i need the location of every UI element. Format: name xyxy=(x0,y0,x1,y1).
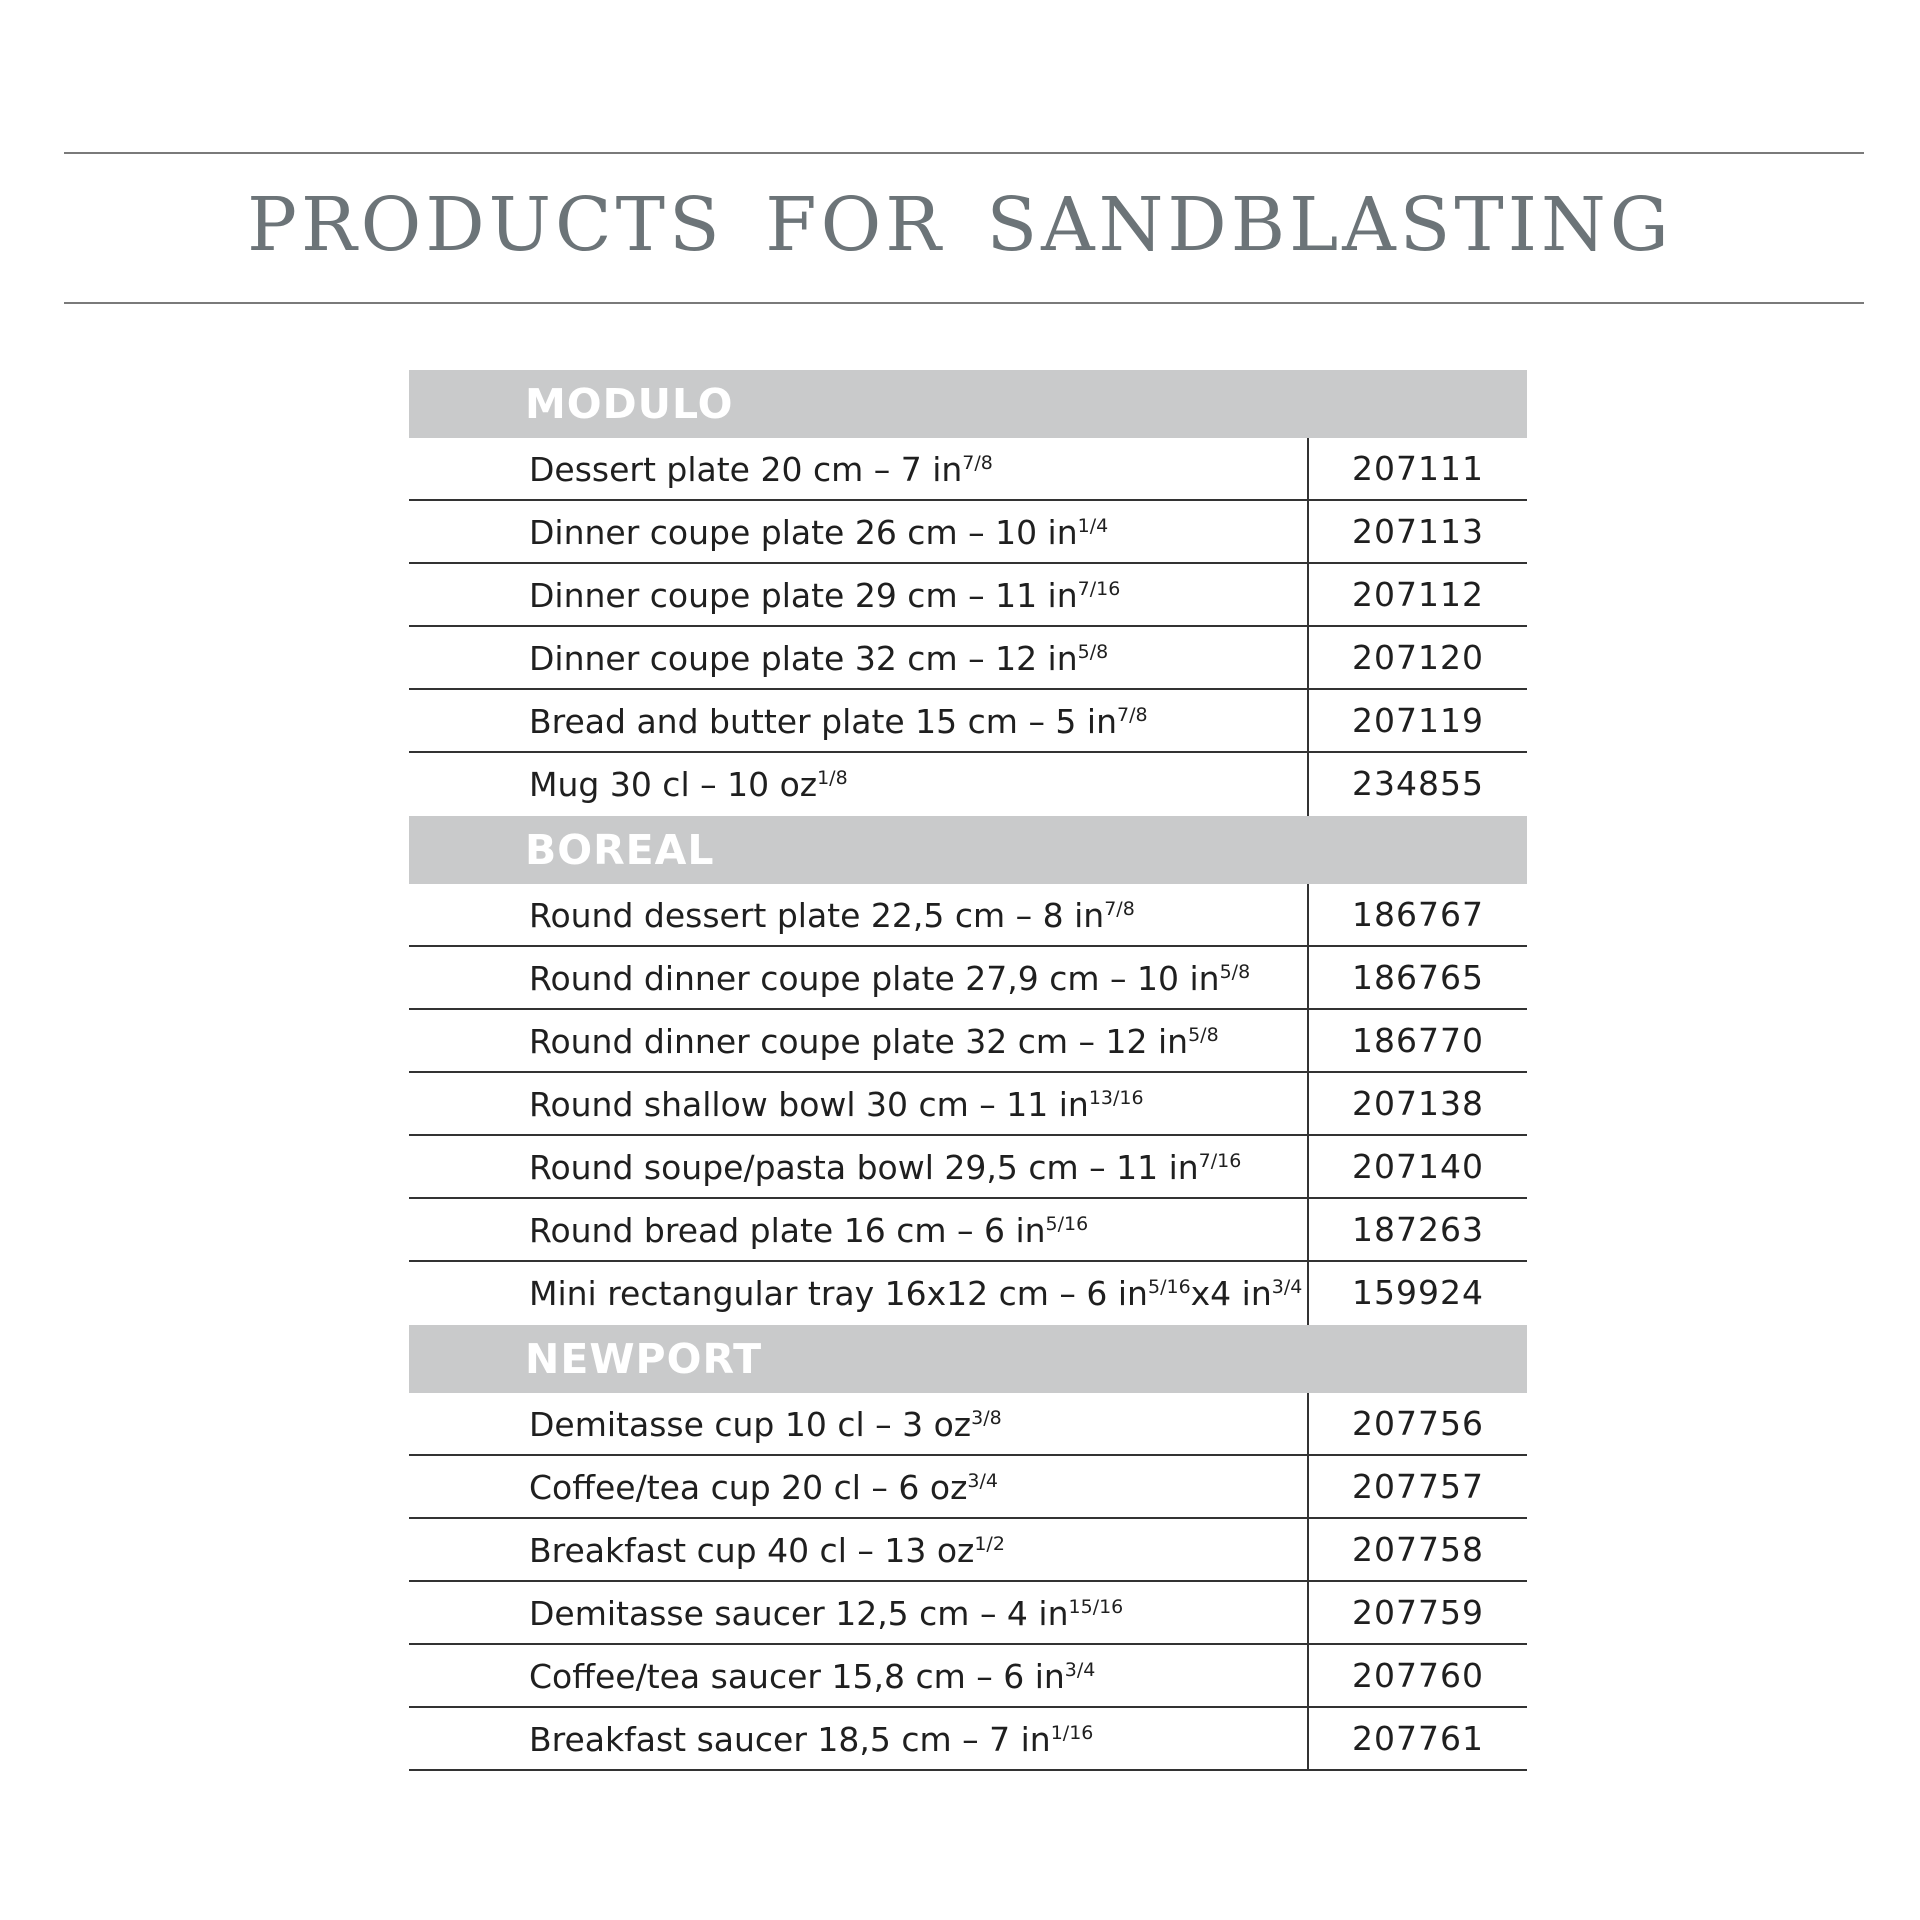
product-code: 234855 xyxy=(1352,764,1484,803)
product-code: 207140 xyxy=(1352,1147,1484,1186)
description-text: Round bread plate 16 cm – 6 in xyxy=(529,1211,1046,1250)
table-row xyxy=(409,1010,1527,1073)
product-description xyxy=(409,1073,1309,1134)
product-code: 207111 xyxy=(1352,449,1484,488)
fraction-superscript: 1/16 xyxy=(1050,1722,1094,1744)
product-description xyxy=(409,1199,1309,1260)
description-text: Dessert plate 20 cm – 7 in xyxy=(529,450,963,489)
product-description xyxy=(409,438,1309,499)
product-code: 207760 xyxy=(1352,1656,1484,1695)
fraction-superscript: 7/16 xyxy=(1198,1150,1242,1172)
table-row xyxy=(409,1199,1527,1262)
fraction-superscript: 3/4 xyxy=(1271,1276,1303,1298)
product-code: 207761 xyxy=(1352,1719,1484,1758)
product-code: 207756 xyxy=(1352,1404,1484,1443)
product-code: 207759 xyxy=(1352,1593,1484,1632)
product-code: 207113 xyxy=(1352,512,1484,551)
description-text: Round soupe/pasta bowl 29,5 cm – 11 in xyxy=(529,1148,1199,1187)
table-row xyxy=(409,564,1527,627)
description-text: Round dinner coupe plate 27,9 cm – 10 in xyxy=(529,959,1220,998)
fraction-superscript: 13/16 xyxy=(1088,1087,1144,1109)
product-code: 187263 xyxy=(1352,1210,1484,1249)
product-description xyxy=(409,1708,1309,1769)
product-description xyxy=(409,753,1309,816)
description-text: Round dessert plate 22,5 cm – 8 in xyxy=(529,896,1105,935)
section-boreal xyxy=(409,816,1527,1325)
product-code: 186765 xyxy=(1352,958,1484,997)
fraction-superscript: 5/8 xyxy=(1188,1024,1219,1046)
product-description xyxy=(409,1456,1309,1517)
description-text: Breakfast saucer 18,5 cm – 7 in xyxy=(529,1720,1051,1759)
product-description xyxy=(409,1645,1309,1706)
table-row xyxy=(409,1136,1527,1199)
product-code: 207757 xyxy=(1352,1467,1484,1506)
product-table xyxy=(409,370,1527,1771)
table-row xyxy=(409,1645,1527,1708)
description-text: Dinner coupe plate 29 cm – 11 in xyxy=(529,576,1078,615)
product-description xyxy=(409,947,1309,1008)
fraction-superscript: 1/4 xyxy=(1077,515,1109,537)
bottom-divider xyxy=(64,302,1864,304)
fraction-superscript: 5/8 xyxy=(1077,641,1109,663)
product-description xyxy=(409,1262,1309,1325)
product-code: 159924 xyxy=(1352,1273,1484,1312)
table-row xyxy=(409,884,1527,947)
fraction-superscript: 3/8 xyxy=(971,1407,1002,1429)
section-newport xyxy=(409,1325,1527,1771)
table-row xyxy=(409,1582,1527,1645)
description-text: Round shallow bowl 30 cm – 11 in xyxy=(529,1085,1089,1124)
fraction-superscript: 3/4 xyxy=(1064,1659,1096,1681)
description-text: Demitasse cup 10 cl – 3 oz xyxy=(529,1405,972,1444)
description-text-extra: x4 in xyxy=(1190,1274,1272,1313)
fraction-superscript: 7/16 xyxy=(1077,578,1121,600)
table-row xyxy=(409,1073,1527,1136)
product-description xyxy=(409,884,1309,945)
fraction-superscript: 7/8 xyxy=(1117,704,1148,726)
table-row xyxy=(409,501,1527,564)
description-text: Bread and butter plate 15 cm – 5 in xyxy=(529,702,1118,741)
product-description xyxy=(409,627,1309,688)
fraction-superscript: 5/16 xyxy=(1147,1276,1191,1298)
product-description xyxy=(409,501,1309,562)
table-row xyxy=(409,1519,1527,1582)
fraction-superscript: 7/8 xyxy=(962,452,993,474)
product-description xyxy=(409,564,1309,625)
table-row xyxy=(409,753,1527,816)
fraction-superscript: 3/4 xyxy=(967,1470,998,1492)
fraction-superscript: 1/2 xyxy=(974,1533,1005,1555)
description-text: Round dinner coupe plate 32 cm – 12 in xyxy=(529,1022,1189,1061)
product-code: 207758 xyxy=(1352,1530,1484,1569)
fraction-superscript: 1/8 xyxy=(817,767,848,789)
description-text: Coffee/tea saucer 15,8 cm – 6 in xyxy=(529,1657,1065,1696)
table-row xyxy=(409,627,1527,690)
description-text: Dinner coupe plate 32 cm – 12 in xyxy=(529,639,1078,678)
fraction-superscript: 15/16 xyxy=(1068,1596,1124,1618)
fraction-superscript: 5/8 xyxy=(1219,961,1251,983)
page-title: PRODUCTS FOR SANDBLASTING xyxy=(247,182,1673,268)
description-text: Mini rectangular tray 16x12 cm – 6 in xyxy=(529,1274,1148,1313)
product-description xyxy=(409,1136,1309,1197)
product-description xyxy=(409,1010,1309,1071)
fraction-superscript: 7/8 xyxy=(1104,898,1135,920)
table-row xyxy=(409,1456,1527,1519)
product-code: 207112 xyxy=(1352,575,1484,614)
product-code: 207120 xyxy=(1352,638,1484,677)
description-text: Breakfast cup 40 cl – 13 oz xyxy=(529,1531,975,1570)
section-header: NEWPORT xyxy=(409,1325,1527,1393)
section-header: MODULO xyxy=(409,370,1527,438)
product-code: 207119 xyxy=(1352,701,1484,740)
section-header: BOREAL xyxy=(409,816,1527,884)
product-description xyxy=(409,1393,1309,1454)
product-description xyxy=(409,690,1309,751)
table-row xyxy=(409,947,1527,1010)
description-text: Mug 30 cl – 10 oz xyxy=(529,765,818,804)
product-description xyxy=(409,1582,1309,1643)
top-divider xyxy=(64,152,1864,154)
table-row xyxy=(409,438,1527,501)
product-description xyxy=(409,1519,1309,1580)
description-text: Coffee/tea cup 20 cl – 6 oz xyxy=(529,1468,968,1507)
table-row xyxy=(409,1708,1527,1771)
product-code: 186767 xyxy=(1352,895,1484,934)
description-text: Demitasse saucer 12,5 cm – 4 in xyxy=(529,1594,1069,1633)
fraction-superscript: 5/16 xyxy=(1045,1213,1089,1235)
product-code: 207138 xyxy=(1352,1084,1484,1123)
table-row xyxy=(409,1262,1527,1325)
description-text: Dinner coupe plate 26 cm – 10 in xyxy=(529,513,1078,552)
table-row xyxy=(409,690,1527,753)
section-modulo xyxy=(409,370,1527,816)
table-row xyxy=(409,1393,1527,1456)
product-code: 186770 xyxy=(1352,1021,1484,1060)
